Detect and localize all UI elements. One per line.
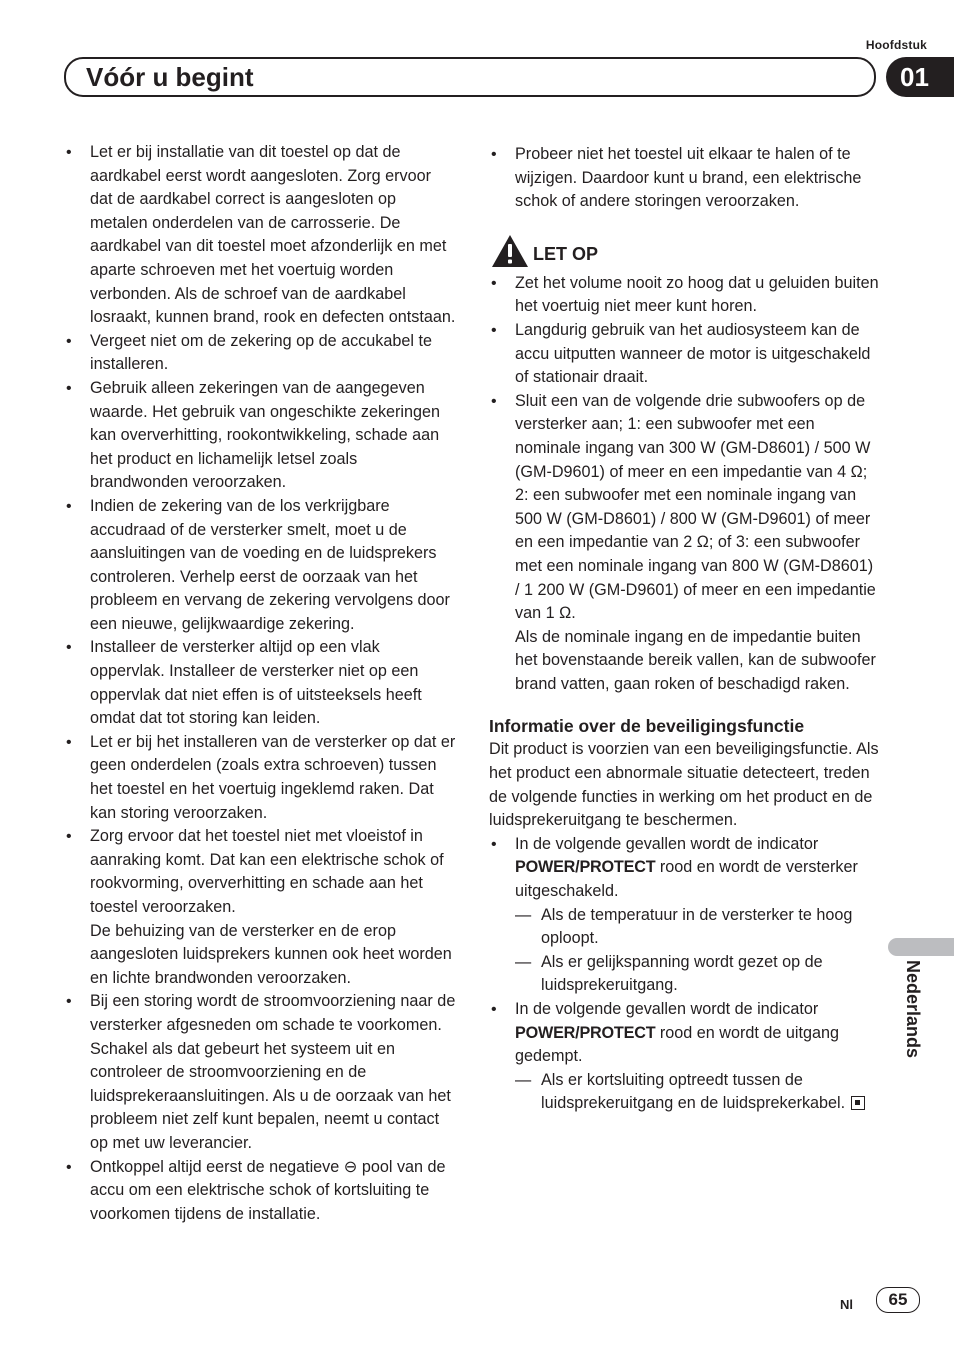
section-intro: Dit product is voorzien van een beveiligingsfunctie. Als het product een abnormale situatie detecteert, treden de volgende functies in werking om het product en de luidsprekeruitgang te beschermen.: [489, 740, 879, 830]
list-item: [489, 833, 879, 904]
language-tab-marker: [888, 938, 954, 956]
section-title: Informatie over de beveiligingsfunctie: [489, 716, 805, 737]
page-number: 65: [876, 1287, 920, 1313]
sub-list-item: — Als de temperatuur in de versterker te hoog oploopt.: [489, 904, 879, 951]
intro-list: [489, 143, 879, 214]
list-item: [64, 825, 458, 990]
caution-title: LET OP: [533, 243, 599, 264]
hoofdstuk-label: Hoofdstuk: [865, 38, 927, 52]
list-item-text: • Zorg ervoor dat het toestel niet met vloeistof in aanraking komt. Dat kan een elektrische schok of rookvorming, oververhitting en schade aan het toestel veroorzaken.: [90, 827, 444, 916]
sub-list-item: [489, 1069, 879, 1116]
chapter-badge: [886, 57, 954, 97]
indicator-keyword: POWER/PROTECT: [515, 858, 656, 877]
caution-heading: [489, 234, 879, 270]
list-item: • Indien de zekering van de los verkrijgbare accudraad of de versterker smelt, moet u de aansluitingen van de voeding en de luidsprekers controleren. Verhelp eerst de oorzaak van het probleem en vervang de zekering vervolgens door een nieuwe, gelijkwaardige zekering.: [64, 495, 458, 637]
list-item-text: rood en wordt de versterker uitgeschakeld.: [515, 858, 858, 901]
title-bar: [64, 57, 876, 97]
chapter-number: 01: [900, 62, 929, 92]
list-item: [489, 998, 879, 1069]
caution-list: [489, 272, 879, 626]
end-of-section-icon: [851, 1096, 865, 1110]
indicator-keyword: POWER/PROTECT: [515, 1023, 656, 1042]
negative-terminal-icon: ⊖: [343, 1157, 358, 1176]
list-item: • Probeer niet het toestel uit elkaar te halen of te wijzigen. Daardoor kunt u brand, een elektrische schok of andere storingen veroorzaken.: [489, 143, 879, 214]
list-item-text: pool van de accu om een elektrische schok of kortsluiting te voorkomen tijdens de installatie.: [90, 1157, 446, 1223]
list-item: • Let er bij installatie van dit toestel op dat de aardkabel eerst wordt aangesloten. Zorg ervoor dat de aardkabel correct is aangesloten op metalen onderdelen van de carrosserie. De aardkabel van dit toestel moet afzonderlijk en met aparte schroeven met het voertuig worden verbonden. Als de schroef van de aardkabel losraakt, kunnen brand, rook en defecten ontstaan.: [64, 141, 458, 330]
list-item: • Installeer de versterker altijd op een vlak oppervlak. Installeer de versterker niet op een oppervlak dat niet effen is of uitsteeksels heeft omdat dat tot storing kan leiden.: [64, 636, 458, 730]
list-item: • Sluit een van de volgende drie subwoofers op de versterker aan; 1: een subwoofer met een nominale ingang van 300 W (GM-D8601) / 500 W (GM-D9601) of meer en een impedantie van 4 Ω; 2: een subwoofer met een nominale ingang van 500 W (GM-D8601) / 800 W (GM-D9601) of meer en een impedantie van 2 Ω; of 3: een subwoofer met een nominale ingang van 800 W (GM-D8601) / 1 200 W (GM-D9601) of meer en een impedantie van 1 Ω.: [489, 390, 879, 626]
sub-list-item: — Als er gelijkspanning wordt gezet op de luidsprekeruitgang.: [489, 951, 879, 998]
language-label: Nederlands: [903, 960, 923, 1059]
list-item: • Langdurig gebruik van het audiosysteem kan de accu uitputten wanneer de motor is uitgeschakeld of stationair draait.: [489, 319, 879, 390]
list-item-text: Als er kortsluiting optreedt tussen de luidsprekeruitgang en de luidsprekerkabel.: [541, 1070, 846, 1113]
list-item: • Let er bij het installeren van de versterker op dat er geen onderdelen (zoals extra schroeven) tussen het toestel en het voertuig ingeklemd raken. Dat kan storing veroorzaken.: [64, 731, 458, 825]
list-item-text: In de volgende gevallen wordt de indicator: [515, 834, 819, 853]
right-column: [489, 143, 879, 1116]
list-item: • Gebruik alleen zekeringen van de aangegeven waarde. Het gebruik van ongeschikte zekeringen kan oververhitting, rookontwikkeling, schade aan het product en lichamelijk letsel zoals brandwonden veroorzaken.: [64, 377, 458, 495]
warning-triangle-icon: [491, 234, 529, 268]
list-item: • Vergeet niet om de zekering op de accukabel te installeren.: [64, 330, 458, 377]
language-code: Nl: [840, 1297, 853, 1312]
list-item-note: De behuizing van de versterker en de erop aangesloten luidsprekers kunnen ook heet worden en lichte brandwonden veroorzaken.: [90, 921, 452, 987]
list-item: • Zet het volume nooit zo hoog dat u geluiden buiten het voertuig niet meer kunt horen.: [489, 272, 879, 319]
list-item-text: In de volgende gevallen wordt de indicator: [515, 1000, 819, 1018]
protection-list: [489, 833, 879, 1116]
list-item: [64, 1156, 458, 1227]
caution-note: Als de nominale ingang en de impedantie buiten het bovenstaande bereik vallen, kan de subwoofer brand vatten, gaan roken of beschadigd raken.: [515, 627, 876, 693]
left-column: [64, 141, 458, 1226]
list-item-text: Ontkoppel altijd eerst de negatieve: [90, 1157, 340, 1176]
list-item-text: rood en wordt de uitgang gedempt.: [515, 1023, 839, 1066]
page-title: Vóór u begint: [86, 62, 254, 92]
list-item: • Bij een storing wordt de stroomvoorziening naar de versterker afgesneden om schade te voorkomen. Schakel als dat gebeurt het systeem uit en controleer de stroomvoorziening en de luidsprekeraansluitingen. Als u de oorzaak van het probleem niet zelf kunt bepalen, neemt u contact op met uw leverancier.: [64, 990, 458, 1155]
precaution-list: [64, 141, 458, 1226]
